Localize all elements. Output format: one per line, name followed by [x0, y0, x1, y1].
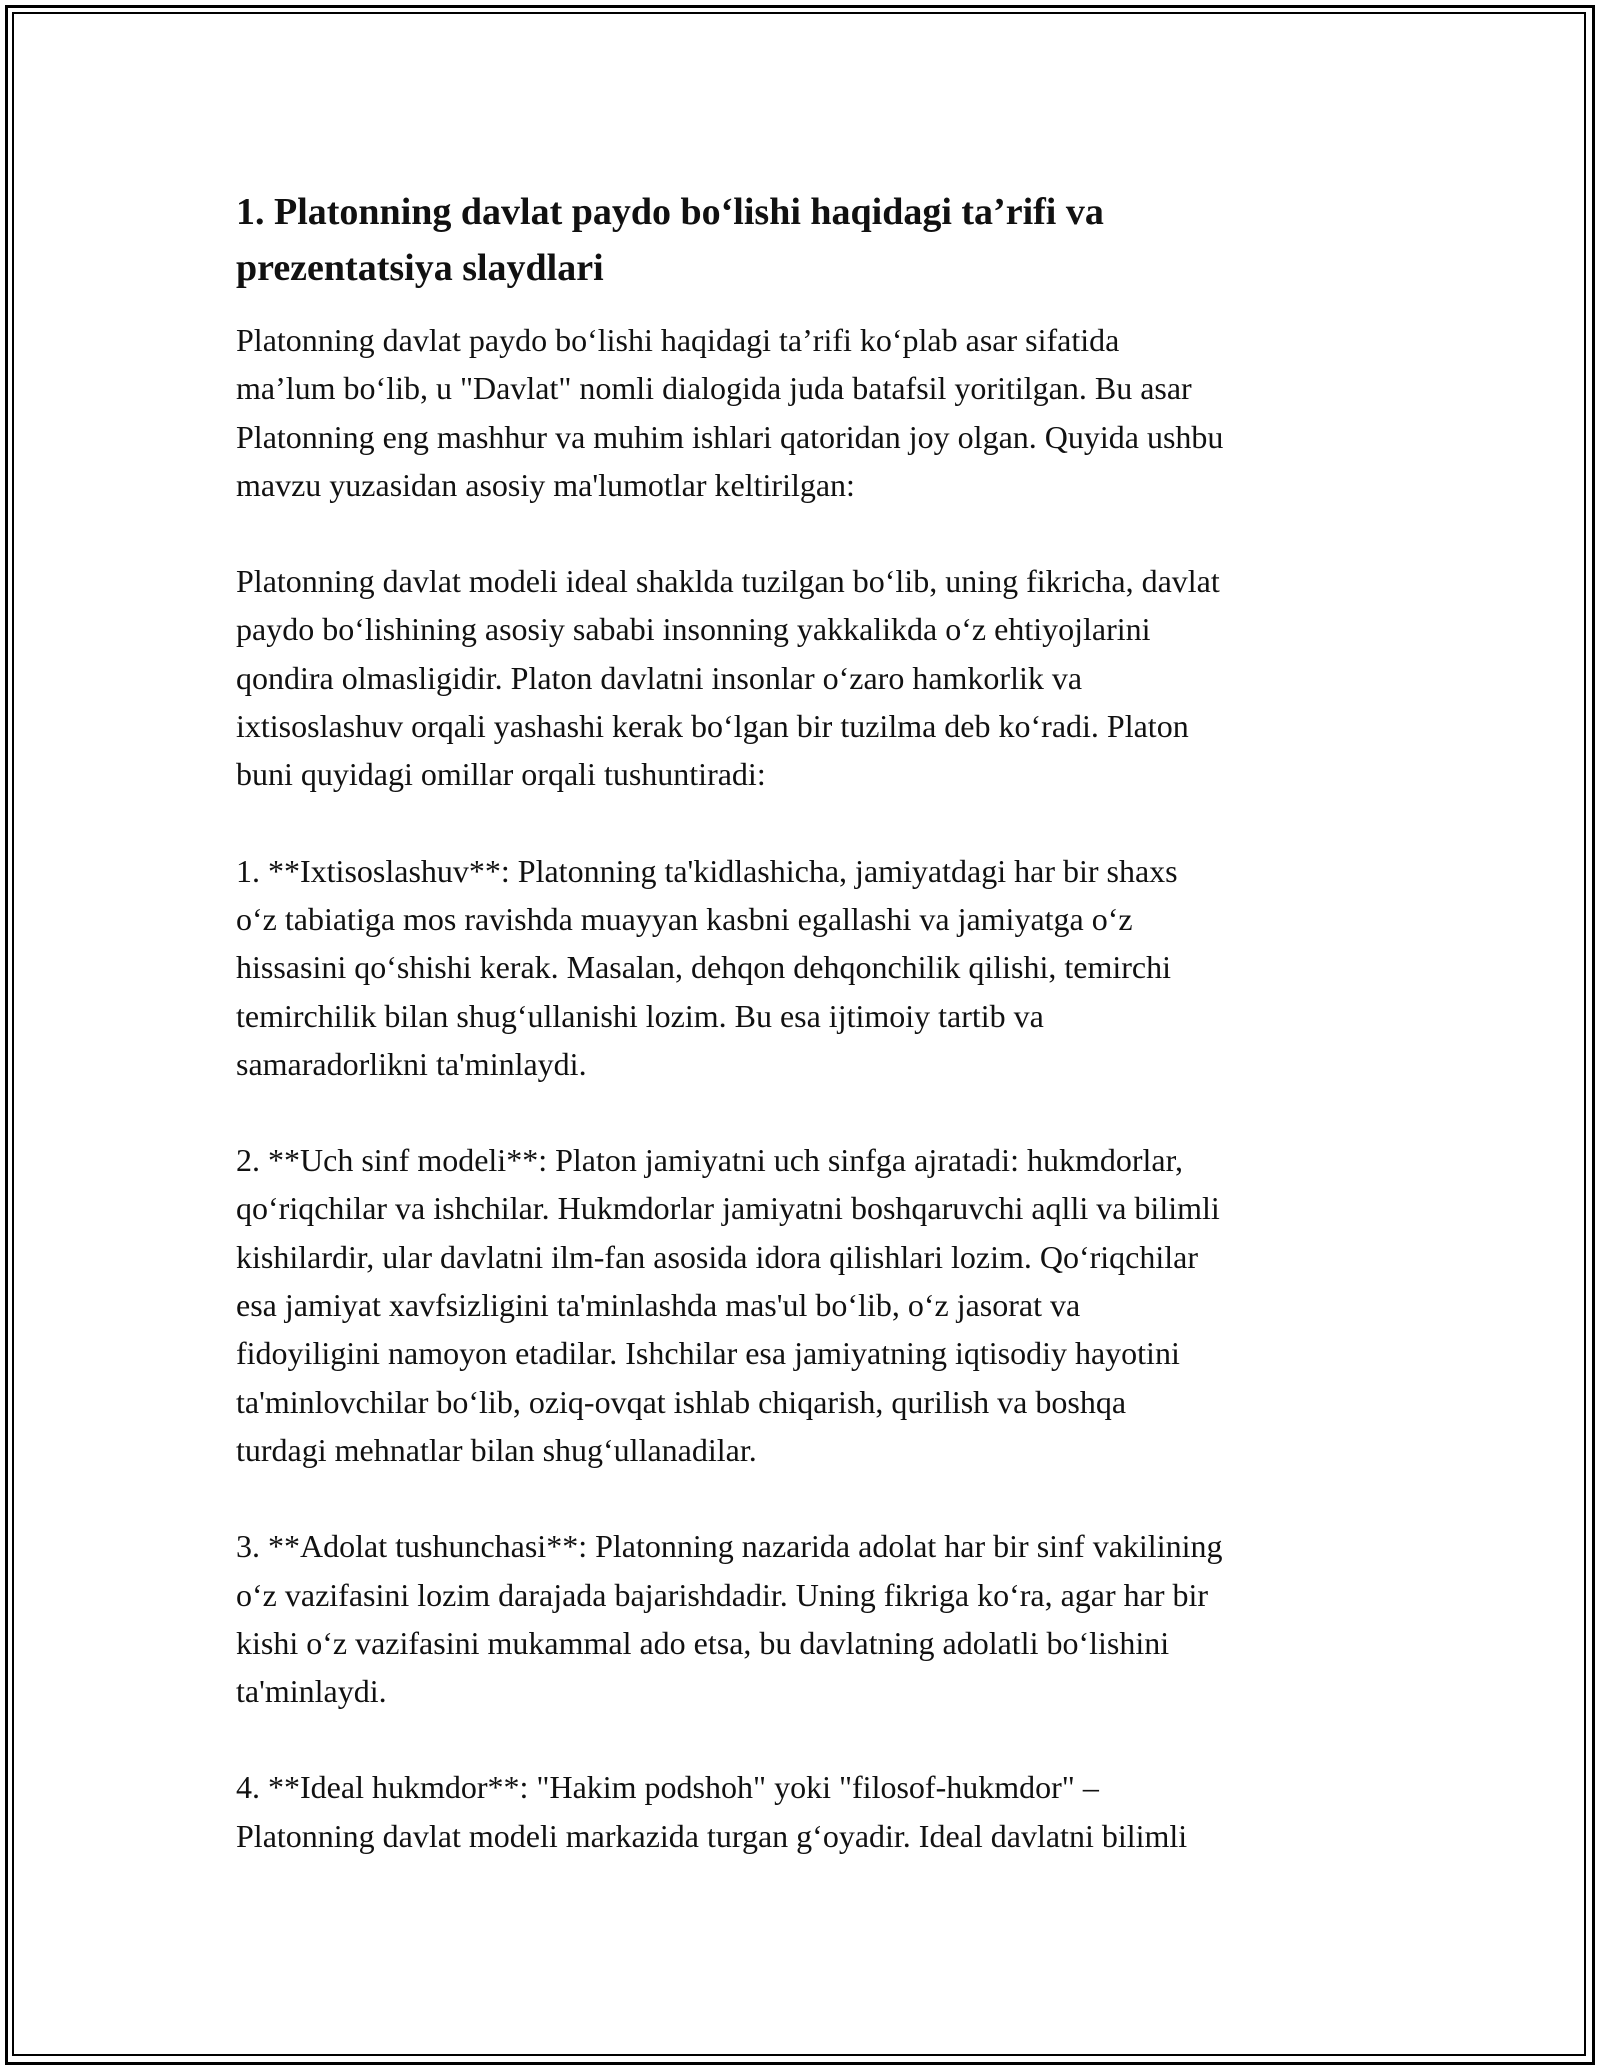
- paragraph-line: ta'minlovchilar bo‘lib, oziq-ovqat ishlab chiqarish, qurilish va boshqa: [236, 1383, 1127, 1420]
- paragraph-line: hissasini qo‘shishi kerak. Masalan, dehqon dehqonchilik qilishi, temirchi: [236, 949, 1171, 986]
- paragraph-line: kishilardir, ular davlatni ilm-fan asosida idora qilishlari lozim. Qo‘riqchilar: [236, 1238, 1199, 1275]
- paragraph-line: ma’lum bo‘lib, u "Davlat" nomli dialogida juda batafsil yoritilgan. Bu asar: [236, 370, 1192, 407]
- paragraph-line: o‘z tabiatiga mos ravishda muayyan kasbni egallashi va jamiyatga o‘z: [236, 900, 1133, 937]
- paragraph-line: mavzu yuzasidan asosiy ma'lumotlar keltirilgan:: [236, 466, 855, 503]
- paragraph-justice: [236, 1522, 1376, 1715]
- paragraph-line: 2. **Uch sinf modeli**: Platon jamiyatni uch sinfga ajratadi: hukmdorlar,: [236, 1142, 1183, 1179]
- paragraph-three-classes: [236, 1136, 1376, 1474]
- paragraph-ideal-ruler: [236, 1763, 1376, 1860]
- paragraph-line: 4. **Ideal hukmdor**: "Hakim podshoh" yoki "filosof-hukmdor" –: [236, 1769, 1099, 1806]
- paragraph-line: ta'minlaydi.: [236, 1673, 387, 1710]
- paragraph-line: Platonning eng mashhur va muhim ishlari qatoridan joy olgan. Quyida ushbu: [236, 418, 1224, 455]
- paragraph-line: kishi o‘z vazifasini mukammal ado etsa, bu davlatning adolatli bo‘lishini: [236, 1624, 1170, 1661]
- paragraph-line: temirchilik bilan shug‘ullanishi lozim. Bu esa ijtimoiy tartib va: [236, 997, 1044, 1034]
- paragraph-line: ixtisoslashuv orqali yashashi kerak bo‘lgan bir tuzilma deb ko‘radi. Platon: [236, 708, 1189, 745]
- paragraph-line: turdagi mehnatlar bilan shug‘ullanadilar.: [236, 1431, 757, 1468]
- paragraph-line: Platonning davlat paydo bo‘lishi haqidagi ta’rifi ko‘plab asar sifatida: [236, 322, 1120, 358]
- paragraph-line: samaradorlikni ta'minlaydi.: [236, 1045, 587, 1082]
- paragraph-line: qondira olmasligidir. Platon davlatni insonlar o‘zaro hamkorlik va: [236, 659, 1083, 696]
- paragraph-intro: [236, 316, 1376, 509]
- document-heading: [236, 184, 1376, 296]
- paragraph-line: fidoyiligini namoyon etadilar. Ishchilar esa jamiyatning iqtisodiy hayotini: [236, 1335, 1180, 1372]
- paragraph-line: Platonning davlat modeli ideal shaklda tuzilgan bo‘lib, uning fikricha, davlat: [236, 563, 1220, 600]
- paragraph-state-model: [236, 557, 1376, 798]
- paragraph-line: paydo bo‘lishining asosiy sababi insonning yakkalikda o‘z ehtiyojlarini: [236, 611, 1151, 648]
- paragraph-line: qo‘riqchilar va ishchilar. Hukmdorlar jamiyatni boshqaruvchi aqlli va bilimli: [236, 1190, 1220, 1227]
- paragraph-line: esa jamiyat xavfsizligini ta'minlashda mas'ul bo‘lib, o‘z jasorat va: [236, 1287, 1081, 1324]
- heading-line: 1. Platonning davlat paydo bo‘lishi haqidagi ta’rifi va: [236, 191, 1104, 233]
- heading-line: prezentatsiya slaydlari: [236, 247, 604, 289]
- paragraph-specialization: [236, 847, 1376, 1088]
- document-body: [236, 184, 1376, 1908]
- paragraph-line: 3. **Adolat tushunchasi**: Platonning nazarida adolat har bir sinf vakilining: [236, 1528, 1223, 1565]
- paragraph-line: buni quyidagi omillar orqali tushuntiradi:: [236, 756, 766, 793]
- paragraph-line: Platonning davlat modeli markazida turgan g‘oyadir. Ideal davlatni bilimli: [236, 1817, 1188, 1854]
- paragraph-line: 1. **Ixtisoslashuv**: Platonning ta'kidlashicha, jamiyatdagi har bir shaxs: [236, 852, 1178, 889]
- paragraph-line: o‘z vazifasini lozim darajada bajarishdadir. Uning fikriga ko‘ra, agar har bir: [236, 1576, 1209, 1613]
